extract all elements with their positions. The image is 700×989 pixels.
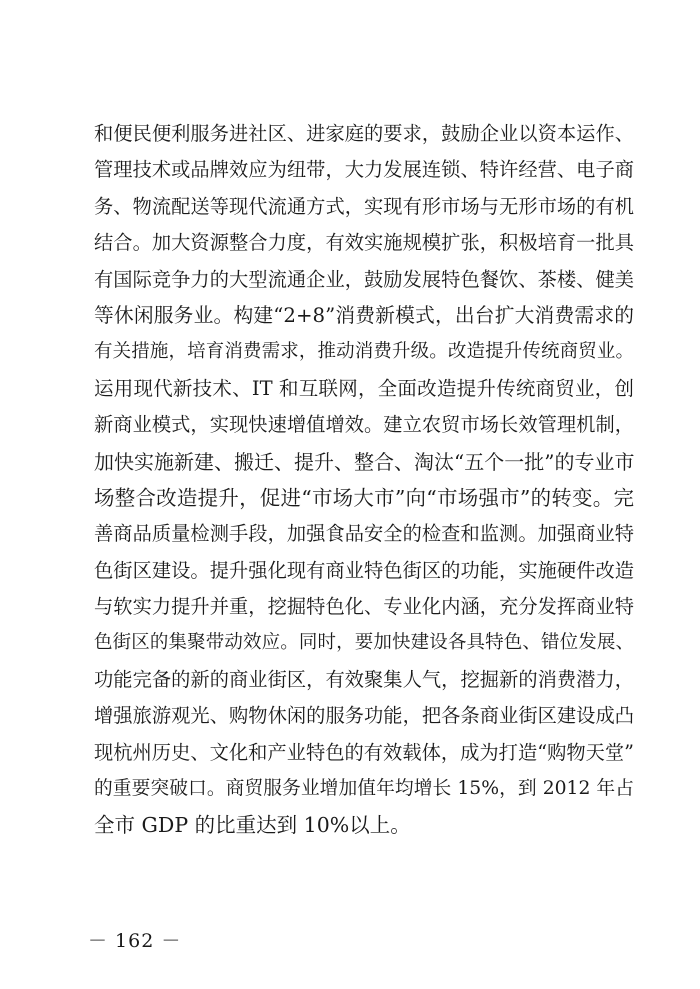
text-line-1: 和便民便利服务进社区、进家庭的要求，鼓励企业以资本运作、 (94, 122, 634, 145)
text-line-16: 功能完备的新的商业街区，有效聚集人气，挖掘新的消费潜力， (94, 667, 634, 691)
text-line-4: 结合。加大资源整合力度，有效实施规模扩张，积极培育一批具 (94, 231, 634, 255)
text-line-19: 的重要突破口。商贸服务业增加值年均增长 15%，到 2012 年占 (94, 778, 634, 800)
text-line-17: 增强旅游观光、购物休闲的服务功能，把各条商业街区建设成凸 (94, 704, 634, 728)
body-paragraph (94, 116, 634, 844)
text-line-6: 等休闲服务业。构建“2+8”消费新模式，出台扩大消费需求的 (94, 303, 634, 327)
text-line-5: 有国际竞争力的大型流通企业，鼓励发展特色餐饮、茶楼、健美 (94, 267, 634, 291)
text-line-11: 场整合改造提升，促进“市场大市”向“市场强市”的转变。完 (94, 485, 634, 510)
text-line-8: 运用现代新技术、IT 和互联网，全面改造提升传统商贸业，创 (94, 376, 634, 400)
text-line-20: 全市 GDP 的比重达到 10%以上。 (94, 813, 411, 838)
text-line-12: 善商品质量检测手段，加强食品安全的检查和监测。加强商业特 (94, 522, 634, 546)
text-line-13: 色街区建设。提升强化现有商业特色街区的功能，实施硬件改造 (94, 558, 634, 582)
text-line-18: 现杭州历史、文化和产业特色的有效载体，成为打造“购物天堂” (94, 740, 634, 764)
text-line-2: 管理技术或品牌效应为纽带，大力发展连锁、特许经营、电子商 (94, 158, 634, 182)
text-line-3: 务、物流配送等现代流通方式，实现有形市场与无形市场的有机 (94, 194, 634, 218)
page-number: － 162 － (88, 930, 182, 952)
text-line-14: 与软实力提升并重，挖掘特色化、专业化内涵，充分发挥商业特 (94, 595, 634, 619)
text-line-7: 有关措施，培育消费需求，推动消费升级。改造提升传统商贸业。 (94, 341, 634, 363)
text-line-10: 加快实施新建、搬迁、提升、整合、淘汰“五个一批”的专业市 (94, 449, 634, 474)
text-line-9: 新商业模式，实现快速增值增效。建立农贸市场长效管理机制， (94, 413, 634, 437)
text-line-15: 色街区的集聚带动效应。同时，要加快建设各具特色、错位发展、 (94, 632, 634, 654)
